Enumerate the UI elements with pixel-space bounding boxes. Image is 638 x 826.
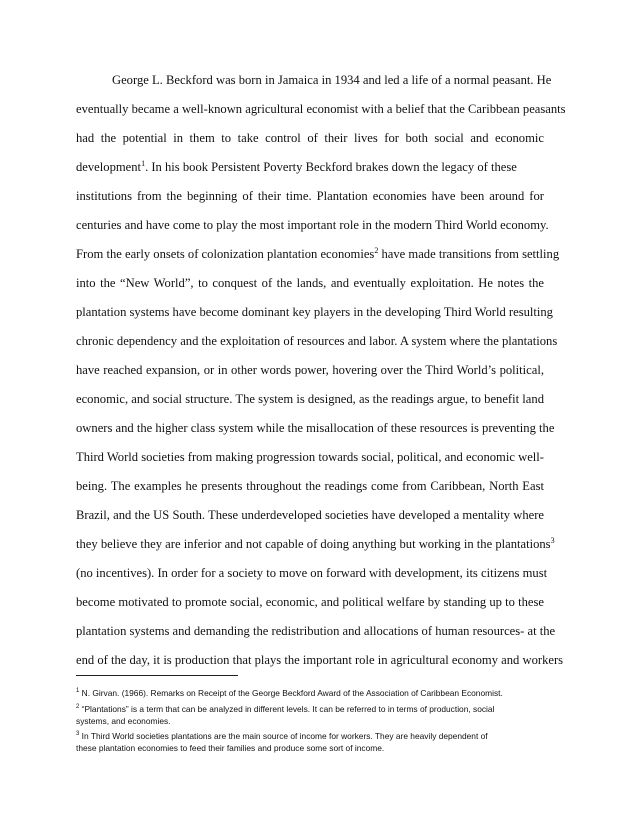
body-line-4-end: . In his book Persistent Poverty Beckford brakes down the legacy of these xyxy=(145,160,517,174)
body-line-16: Brazil, and the US South. These underdeveloped societies have developed a mentality where xyxy=(76,508,544,522)
body-line-2: eventually became a well-known agricultural economist with a belief that the Caribbean peasants xyxy=(76,102,566,116)
body-line-3: had the potential in them to take control of their lives for both social and economic xyxy=(76,131,544,145)
body-line-7 xyxy=(76,245,560,261)
body-line-11: have reached expansion, or in other words power, hovering over the Third World’s political, xyxy=(76,363,544,377)
body-line-7-end: have made transitions from settling xyxy=(378,247,560,261)
footnote-1-mark: 1 xyxy=(76,688,80,695)
footnote-2-continued: systems, and economies. xyxy=(76,716,171,726)
body-line-13: owners and the higher class system while the misallocation of these resources is preventing the xyxy=(76,421,555,435)
body-line-7-start: From the early onsets of colonization plantation economies xyxy=(76,247,375,261)
footnote-1 xyxy=(76,688,566,698)
body-line-10: chronic dependency and the exploitation of resources and labor. A system where the plantations xyxy=(76,334,558,348)
footnote-marker-2: 2 xyxy=(374,245,379,255)
body-line-18: (no incentives). In order for a society to move on forward with development, its citizens must xyxy=(76,566,548,580)
footnote-2-mark: 2 xyxy=(76,704,80,711)
body-line-17 xyxy=(76,535,555,551)
footnote-3-text-a: In Third World societies plantations are the main source of income for workers. They are heavily dependent of xyxy=(79,731,488,741)
body-line-12: economic, and social structure. The system is designed, as the readings argue, to benefit land xyxy=(76,392,544,406)
footnote-3-mark: 3 xyxy=(76,731,80,738)
body-line-4 xyxy=(76,160,544,174)
body-line-14: Third World societies from making progression towards social, political, and economic well- xyxy=(76,450,544,464)
body-line-4-start: development xyxy=(76,160,142,174)
footnote-2 xyxy=(76,704,566,714)
footnote-3 xyxy=(76,731,566,741)
footnote-marker-3: 3 xyxy=(550,535,555,545)
body-line-8: into the “New World”, to conquest of the lands, and eventually exploitation. He notes the xyxy=(76,276,544,290)
body-line-15: being. The examples he presents throughout the readings come from Caribbean, North East xyxy=(76,479,544,493)
footnote-3-continued: these plantation economies to feed their families and produce some sort of income. xyxy=(76,743,385,753)
footnote-marker-1: 1 xyxy=(141,158,146,168)
footnote-1-text: N. Girvan. (1966). Remarks on Receipt of the George Beckford Award of the Association of Caribbean Economist. xyxy=(79,688,503,698)
body-line-6: centuries and have come to play the most important role in the modern Third World economy. xyxy=(76,218,549,232)
body-line-20: plantation systems and demanding the redistribution and allocations of human resources- at the xyxy=(76,624,556,638)
body-line-5: institutions from the beginning of their time. Plantation economies have been around for xyxy=(76,189,544,203)
body-line-17-text: they believe they are inferior and not capable of doing anything but working in the plantations xyxy=(76,537,551,551)
body-line-9: plantation systems have become dominant key players in the developing Third World resulting xyxy=(76,305,553,319)
body-line-19: become motivated to promote social, economic, and political welfare by standing up to these xyxy=(76,595,544,609)
body-line-21: end of the day, it is production that plays the important role in agricultural economy and workers xyxy=(76,653,564,667)
footnote-2-text-a: “Plantations” is a term that can be analyzed in different levels. It can be referred to in terms of production, social xyxy=(79,704,495,714)
footnote-separator xyxy=(76,675,238,676)
body-line-1: George L. Beckford was born in Jamaica in 1934 and led a life of a normal peasant. He xyxy=(112,73,552,87)
